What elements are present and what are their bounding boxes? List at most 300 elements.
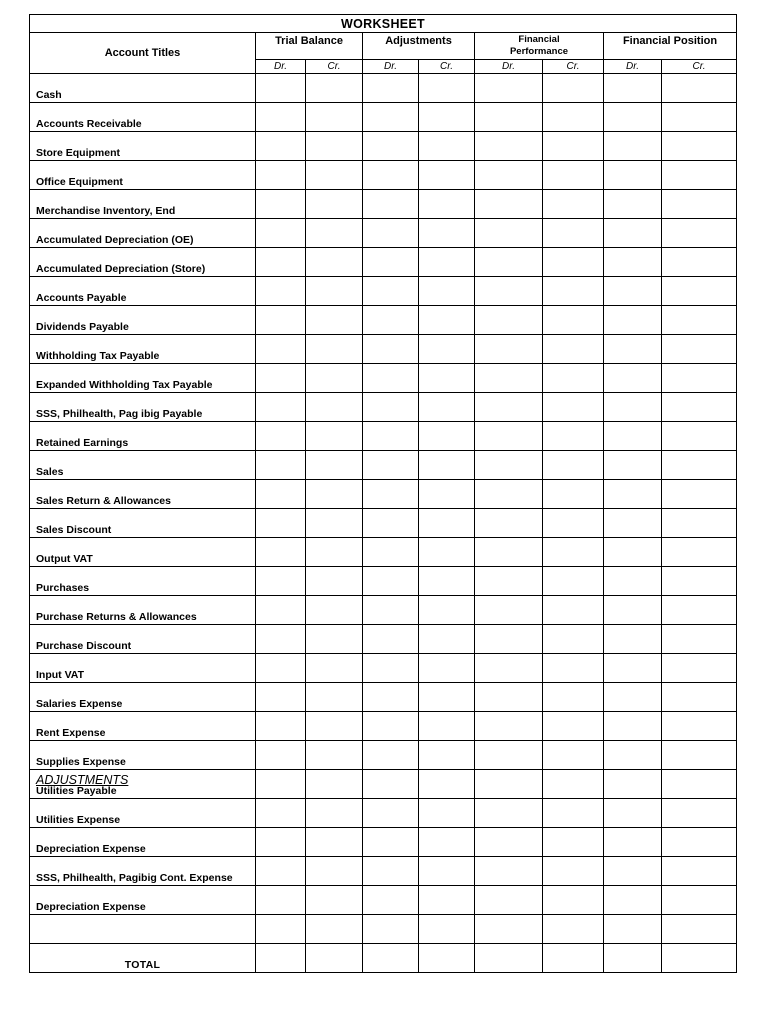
fpos-cr-amount-cell[interactable] [662, 567, 737, 596]
fp-dr-amount-cell[interactable] [475, 509, 543, 538]
fpos-cr-amount-cell[interactable] [662, 828, 737, 857]
tb-cr-amount-cell[interactable] [306, 219, 363, 248]
account-title-cell [30, 451, 256, 480]
table-row [30, 306, 737, 335]
adj-cr-amount-cell[interactable] [419, 219, 475, 248]
fpos-cr-amount-cell[interactable] [662, 480, 737, 509]
tb-cr-amount-cell[interactable] [306, 654, 363, 683]
adj-dr-amount-cell[interactable] [363, 741, 419, 770]
adj-dr-amount-cell[interactable] [363, 654, 419, 683]
fpos-dr-amount-cell[interactable] [604, 335, 662, 364]
adj-dr-amount-cell[interactable] [363, 451, 419, 480]
table-row [30, 509, 737, 538]
tb-cr-amount-cell[interactable] [306, 799, 363, 828]
tb-dr-amount-cell[interactable] [256, 828, 306, 857]
tb-cr-amount-cell[interactable] [306, 103, 363, 132]
tb-cr-amount-cell[interactable] [306, 857, 363, 886]
tb-cr-amount-cell[interactable] [306, 277, 363, 306]
adj-cr-amount-cell[interactable] [419, 828, 475, 857]
account-title: Accounts Receivable [36, 118, 142, 130]
fpos-dr-amount-cell[interactable] [604, 538, 662, 567]
table-row [30, 625, 737, 654]
adj-cr-amount-cell[interactable] [419, 74, 475, 103]
fp-cr-amount-cell[interactable] [543, 161, 604, 190]
tb-cr-amount-cell[interactable] [306, 567, 363, 596]
fpos-dr-amount-cell[interactable] [604, 132, 662, 161]
fp-dr-amount-cell[interactable] [475, 828, 543, 857]
tb-dr-amount-cell[interactable] [256, 683, 306, 712]
account-title-cell [30, 74, 256, 103]
total-label [30, 944, 256, 973]
fp-dr-amount-cell[interactable] [475, 364, 543, 393]
adj-cr-amount-cell[interactable] [419, 393, 475, 422]
table-row [30, 335, 737, 364]
fpos-dr-amount-cell[interactable] [604, 596, 662, 625]
adj-dr-amount-cell[interactable] [363, 422, 419, 451]
fp-dr-amount-cell[interactable] [475, 567, 543, 596]
fpos-dr-amount-cell[interactable] [604, 393, 662, 422]
adj-dr-amount-cell[interactable] [363, 915, 419, 944]
adj-cr-amount-cell[interactable] [419, 335, 475, 364]
tb-dr-amount-cell[interactable] [256, 306, 306, 335]
table-row [30, 451, 737, 480]
adj-dr-amount-cell[interactable] [363, 277, 419, 306]
adj-cr-amount-cell[interactable] [419, 915, 475, 944]
fp-cr-amount-cell[interactable] [543, 219, 604, 248]
fp-dr-amount-cell[interactable] [475, 335, 543, 364]
fp-cr-amount-cell[interactable] [543, 886, 604, 915]
account-title-cell [30, 103, 256, 132]
fpos-cr-amount-cell[interactable] [662, 422, 737, 451]
fp-dr-amount-cell[interactable] [475, 915, 543, 944]
tb-cr-amount-cell[interactable] [306, 886, 363, 915]
tb-dr-amount-cell[interactable] [256, 422, 306, 451]
adj-dr-amount-cell[interactable] [363, 364, 419, 393]
adj-dr-amount-cell[interactable] [363, 393, 419, 422]
fpos-cr-amount-cell[interactable] [662, 190, 737, 219]
fp-dr-amount-cell[interactable] [475, 219, 543, 248]
adj-dr-amount-cell[interactable] [363, 712, 419, 741]
fpos-cr-amount-cell[interactable] [662, 306, 737, 335]
fpos-cr-amount-cell[interactable] [662, 219, 737, 248]
tb-cr-amount-cell[interactable] [306, 132, 363, 161]
adj-cr-amount-cell[interactable] [419, 654, 475, 683]
tb-dr-amount-cell[interactable] [256, 538, 306, 567]
fp-cr-amount-cell[interactable] [543, 625, 604, 654]
adj-cr-amount-cell[interactable] [419, 509, 475, 538]
tb-cr-amount-cell[interactable] [306, 509, 363, 538]
tb-dr-amount-cell[interactable] [256, 625, 306, 654]
fp-cr-amount-cell[interactable] [543, 306, 604, 335]
fpos-dr-amount-cell[interactable] [604, 683, 662, 712]
fpos-cr-amount-cell[interactable] [662, 596, 737, 625]
account-title-cell [30, 857, 256, 886]
fpos-dr-amount-cell[interactable] [604, 74, 662, 103]
fpos-cr-amount-cell[interactable] [662, 944, 737, 973]
fp-dr-amount-cell[interactable] [475, 596, 543, 625]
fp-dr-amount-cell[interactable] [475, 248, 543, 277]
account-title: Supplies Expense [36, 756, 126, 768]
account-title: Withholding Tax Payable [36, 350, 160, 362]
tb-dr-amount-cell[interactable] [256, 770, 306, 799]
account-title: Store Equipment [36, 147, 121, 159]
fp-dr-amount-cell[interactable] [475, 132, 543, 161]
fp-dr-amount-cell[interactable] [475, 886, 543, 915]
fp-dr-amount-cell[interactable] [475, 422, 543, 451]
fp-dr-amount-cell[interactable] [475, 480, 543, 509]
table-row [30, 654, 737, 683]
fpos-dr-amount-cell[interactable] [604, 741, 662, 770]
fp-cr-amount-cell[interactable] [543, 915, 604, 944]
fp-dr-amount-cell[interactable] [475, 393, 543, 422]
tb-cr-amount-cell[interactable] [306, 74, 363, 103]
fp-dr-amount-cell[interactable] [475, 103, 543, 132]
tb-cr-amount-cell[interactable] [306, 828, 363, 857]
tb-cr-amount-cell[interactable] [306, 161, 363, 190]
fpos-cr-amount-cell[interactable] [662, 248, 737, 277]
fp-cr-amount-cell[interactable] [543, 683, 604, 712]
account-title-cell [30, 799, 256, 828]
fpos-dr-amount-cell[interactable] [604, 103, 662, 132]
adj-dr-amount-cell[interactable] [363, 306, 419, 335]
tb-cr-amount-cell[interactable] [306, 596, 363, 625]
tb-cr-amount-cell[interactable] [306, 538, 363, 567]
fp-cr-amount-cell[interactable] [543, 654, 604, 683]
account-title: Utilities Payable [36, 785, 117, 797]
adj-dr-amount-cell[interactable] [363, 190, 419, 219]
tb-dr-label: Dr. [256, 60, 306, 74]
fp-cr-amount-cell[interactable] [543, 335, 604, 364]
account-title-cell [30, 422, 256, 451]
fpos-dr-amount-cell[interactable] [604, 915, 662, 944]
fp-dr-amount-cell[interactable] [475, 277, 543, 306]
fp-cr-amount-cell[interactable] [543, 770, 604, 799]
account-title-cell [30, 654, 256, 683]
tb-dr-amount-cell[interactable] [256, 393, 306, 422]
fp-cr-amount-cell[interactable] [543, 741, 604, 770]
fp-dr-amount-cell[interactable] [475, 683, 543, 712]
worksheet-body [30, 74, 737, 973]
fpos-dr-amount-cell[interactable] [604, 654, 662, 683]
tb-dr-amount-cell[interactable] [256, 567, 306, 596]
tb-dr-amount-cell[interactable] [256, 248, 306, 277]
adj-dr-amount-cell[interactable] [363, 770, 419, 799]
fpos-cr-amount-cell[interactable] [662, 741, 737, 770]
adj-dr-label: Dr. [363, 60, 419, 74]
adj-cr-amount-cell[interactable] [419, 944, 475, 973]
tb-cr-amount-cell[interactable] [306, 770, 363, 799]
adj-cr-amount-cell[interactable] [419, 857, 475, 886]
fpos-cr-amount-cell[interactable] [662, 712, 737, 741]
tb-cr-amount-cell[interactable] [306, 944, 363, 973]
tb-dr-amount-cell[interactable] [256, 219, 306, 248]
tb-dr-amount-cell[interactable] [256, 335, 306, 364]
adj-dr-amount-cell[interactable] [363, 335, 419, 364]
adj-dr-amount-cell[interactable] [363, 944, 419, 973]
adj-dr-amount-cell[interactable] [363, 132, 419, 161]
account-title: Sales Return & Allowances [36, 495, 171, 507]
adj-cr-amount-cell[interactable] [419, 741, 475, 770]
adj-dr-amount-cell[interactable] [363, 567, 419, 596]
table-row [30, 770, 737, 799]
fp-dr-amount-cell[interactable] [475, 190, 543, 219]
adj-dr-amount-cell[interactable] [363, 480, 419, 509]
tb-dr-amount-cell[interactable] [256, 190, 306, 219]
fpos-cr-amount-cell[interactable] [662, 277, 737, 306]
fpos-dr-amount-cell[interactable] [604, 625, 662, 654]
fpos-cr-amount-cell[interactable] [662, 509, 737, 538]
tb-cr-amount-cell[interactable] [306, 625, 363, 654]
adj-cr-amount-cell[interactable] [419, 625, 475, 654]
tb-cr-amount-cell[interactable] [306, 306, 363, 335]
fp-dr-amount-cell[interactable] [475, 306, 543, 335]
adj-cr-amount-cell[interactable] [419, 538, 475, 567]
tb-dr-amount-cell[interactable] [256, 364, 306, 393]
fpos-cr-amount-cell[interactable] [662, 886, 737, 915]
tb-cr-label: Cr. [306, 60, 363, 74]
tb-cr-amount-cell[interactable] [306, 335, 363, 364]
fpos-cr-amount-cell[interactable] [662, 857, 737, 886]
account-title-cell [30, 886, 256, 915]
fp-cr-amount-cell[interactable] [543, 857, 604, 886]
tb-dr-amount-cell[interactable] [256, 857, 306, 886]
total-row [30, 944, 737, 973]
tb-cr-amount-cell[interactable] [306, 451, 363, 480]
tb-dr-amount-cell[interactable] [256, 132, 306, 161]
tb-cr-amount-cell[interactable] [306, 248, 363, 277]
tb-dr-amount-cell[interactable] [256, 509, 306, 538]
fpos-dr-amount-cell[interactable] [604, 770, 662, 799]
worksheet-table [29, 14, 737, 973]
adj-cr-amount-cell[interactable] [419, 567, 475, 596]
adj-cr-amount-cell[interactable] [419, 886, 475, 915]
fpos-cr-amount-cell[interactable] [662, 915, 737, 944]
account-title-cell [30, 277, 256, 306]
tb-dr-amount-cell[interactable] [256, 74, 306, 103]
fp-cr-amount-cell[interactable] [543, 828, 604, 857]
fpos-cr-amount-cell[interactable] [662, 799, 737, 828]
adj-cr-amount-cell[interactable] [419, 480, 475, 509]
fp-cr-amount-cell[interactable] [543, 277, 604, 306]
tb-dr-amount-cell[interactable] [256, 741, 306, 770]
tb-cr-amount-cell[interactable] [306, 915, 363, 944]
fpos-cr-amount-cell[interactable] [662, 538, 737, 567]
fpos-dr-amount-cell[interactable] [604, 190, 662, 219]
adj-cr-amount-cell[interactable] [419, 451, 475, 480]
adj-dr-amount-cell[interactable] [363, 886, 419, 915]
account-title-cell [30, 306, 256, 335]
fpos-dr-amount-cell[interactable] [604, 509, 662, 538]
adj-dr-amount-cell[interactable] [363, 161, 419, 190]
fp-cr-amount-cell[interactable] [543, 103, 604, 132]
fp-dr-amount-cell[interactable] [475, 451, 543, 480]
fp-cr-amount-cell[interactable] [543, 538, 604, 567]
fpos-dr-amount-cell[interactable] [604, 828, 662, 857]
fpos-cr-amount-cell[interactable] [662, 770, 737, 799]
fpos-cr-amount-cell[interactable] [662, 74, 737, 103]
account-titles-header: Account Titles [30, 33, 256, 74]
fpos-cr-amount-cell[interactable] [662, 103, 737, 132]
adj-cr-amount-cell[interactable] [419, 596, 475, 625]
tb-dr-amount-cell[interactable] [256, 277, 306, 306]
fpos-dr-amount-cell[interactable] [604, 219, 662, 248]
fpos-dr-amount-cell[interactable] [604, 886, 662, 915]
fp-dr-amount-cell[interactable] [475, 799, 543, 828]
tb-dr-amount-cell[interactable] [256, 451, 306, 480]
adj-cr-amount-cell[interactable] [419, 132, 475, 161]
adj-cr-amount-cell[interactable] [419, 161, 475, 190]
fpos-dr-amount-cell[interactable] [604, 451, 662, 480]
fp-cr-amount-cell[interactable] [543, 944, 604, 973]
adj-cr-amount-cell[interactable] [419, 277, 475, 306]
fp-dr-amount-cell[interactable] [475, 161, 543, 190]
tb-dr-amount-cell[interactable] [256, 480, 306, 509]
fp-cr-amount-cell[interactable] [543, 74, 604, 103]
trial-balance-header: Trial Balance [256, 33, 363, 60]
fp-cr-amount-cell[interactable] [543, 451, 604, 480]
tb-cr-amount-cell[interactable] [306, 393, 363, 422]
fpos-cr-amount-cell[interactable] [662, 683, 737, 712]
adj-cr-amount-cell[interactable] [419, 799, 475, 828]
fpos-cr-amount-cell[interactable] [662, 161, 737, 190]
fpos-dr-amount-cell[interactable] [604, 480, 662, 509]
fpos-dr-amount-cell[interactable] [604, 422, 662, 451]
table-row [30, 538, 737, 567]
fpos-cr-amount-cell[interactable] [662, 654, 737, 683]
account-title: Depreciation Expense [36, 843, 146, 855]
tb-dr-amount-cell[interactable] [256, 944, 306, 973]
fp-cr-amount-cell[interactable] [543, 190, 604, 219]
tb-cr-amount-cell[interactable] [306, 683, 363, 712]
fpos-dr-amount-cell[interactable] [604, 248, 662, 277]
adj-cr-amount-cell[interactable] [419, 306, 475, 335]
adj-dr-amount-cell[interactable] [363, 596, 419, 625]
fpos-dr-amount-cell[interactable] [604, 364, 662, 393]
fpos-dr-amount-cell[interactable] [604, 161, 662, 190]
fp-cr-amount-cell[interactable] [543, 596, 604, 625]
tb-dr-amount-cell[interactable] [256, 799, 306, 828]
account-title: Depreciation Expense [36, 901, 146, 913]
fp-dr-amount-cell[interactable] [475, 712, 543, 741]
fp-dr-amount-cell[interactable] [475, 857, 543, 886]
tb-cr-amount-cell[interactable] [306, 190, 363, 219]
fp-dr-amount-cell[interactable] [475, 74, 543, 103]
total-text: TOTAL [124, 959, 161, 971]
tb-cr-amount-cell[interactable] [306, 422, 363, 451]
table-row [30, 190, 737, 219]
adj-cr-amount-cell[interactable] [419, 248, 475, 277]
adj-cr-amount-cell[interactable] [419, 712, 475, 741]
table-row [30, 596, 737, 625]
adj-cr-amount-cell[interactable] [419, 190, 475, 219]
adj-dr-amount-cell[interactable] [363, 799, 419, 828]
adj-dr-amount-cell[interactable] [363, 857, 419, 886]
fp-dr-amount-cell[interactable] [475, 654, 543, 683]
fp-cr-amount-cell[interactable] [543, 799, 604, 828]
adj-cr-amount-cell[interactable] [419, 770, 475, 799]
table-row [30, 886, 737, 915]
tb-dr-amount-cell[interactable] [256, 886, 306, 915]
adj-dr-amount-cell[interactable] [363, 538, 419, 567]
account-title-cell [30, 190, 256, 219]
fp-dr-amount-cell[interactable] [475, 770, 543, 799]
adj-cr-amount-cell[interactable] [419, 683, 475, 712]
adj-cr-amount-cell[interactable] [419, 422, 475, 451]
adj-dr-amount-cell[interactable] [363, 683, 419, 712]
fpos-dr-amount-cell[interactable] [604, 799, 662, 828]
account-title: Accumulated Depreciation (Store) [36, 263, 206, 275]
table-row [30, 712, 737, 741]
fp-dr-amount-cell[interactable] [475, 625, 543, 654]
worksheet-title: WORKSHEET [30, 15, 737, 33]
tb-dr-amount-cell[interactable] [256, 654, 306, 683]
fpos-dr-amount-cell[interactable] [604, 944, 662, 973]
adj-cr-amount-cell[interactable] [419, 364, 475, 393]
adj-dr-amount-cell[interactable] [363, 248, 419, 277]
fpos-cr-amount-cell[interactable] [662, 335, 737, 364]
tb-dr-amount-cell[interactable] [256, 161, 306, 190]
fpos-dr-amount-cell[interactable] [604, 567, 662, 596]
fp-cr-amount-cell[interactable] [543, 712, 604, 741]
tb-cr-amount-cell[interactable] [306, 480, 363, 509]
table-row [30, 161, 737, 190]
account-title-cell [30, 915, 256, 944]
tb-dr-amount-cell[interactable] [256, 915, 306, 944]
fpos-dr-amount-cell[interactable] [604, 306, 662, 335]
financial-position-header: Financial Position [604, 33, 737, 60]
fp-cr-amount-cell[interactable] [543, 509, 604, 538]
fpos-cr-amount-cell[interactable] [662, 132, 737, 161]
fp-cr-amount-cell[interactable] [543, 248, 604, 277]
tb-cr-amount-cell[interactable] [306, 364, 363, 393]
fp-cr-amount-cell[interactable] [543, 393, 604, 422]
fp-dr-amount-cell[interactable] [475, 741, 543, 770]
account-title-cell [30, 509, 256, 538]
fp-dr-amount-cell[interactable] [475, 944, 543, 973]
fpos-cr-amount-cell[interactable] [662, 393, 737, 422]
account-title: Input VAT [36, 669, 85, 681]
fp-cr-amount-cell[interactable] [543, 132, 604, 161]
account-title-cell [30, 335, 256, 364]
fp-cr-amount-cell[interactable] [543, 480, 604, 509]
fpos-cr-amount-cell[interactable] [662, 451, 737, 480]
adj-dr-amount-cell[interactable] [363, 828, 419, 857]
table-row [30, 364, 737, 393]
adj-dr-amount-cell[interactable] [363, 219, 419, 248]
account-title-cell [30, 741, 256, 770]
tb-dr-amount-cell[interactable] [256, 596, 306, 625]
adj-dr-amount-cell[interactable] [363, 509, 419, 538]
fpos-cr-amount-cell[interactable] [662, 364, 737, 393]
adj-dr-amount-cell[interactable] [363, 74, 419, 103]
tb-cr-amount-cell[interactable] [306, 712, 363, 741]
tb-cr-amount-cell[interactable] [306, 741, 363, 770]
fp-cr-amount-cell[interactable] [543, 364, 604, 393]
tb-dr-amount-cell[interactable] [256, 712, 306, 741]
adj-dr-amount-cell[interactable] [363, 625, 419, 654]
account-title: Accounts Payable [36, 292, 127, 304]
adj-cr-amount-cell[interactable] [419, 103, 475, 132]
fp-cr-amount-cell[interactable] [543, 567, 604, 596]
fpos-dr-amount-cell[interactable] [604, 857, 662, 886]
fpos-dr-amount-cell[interactable] [604, 277, 662, 306]
fpos-cr-amount-cell[interactable] [662, 625, 737, 654]
fpos-dr-amount-cell[interactable] [604, 712, 662, 741]
fp-dr-amount-cell[interactable] [475, 538, 543, 567]
fp-cr-amount-cell[interactable] [543, 422, 604, 451]
tb-dr-amount-cell[interactable] [256, 103, 306, 132]
adj-dr-amount-cell[interactable] [363, 103, 419, 132]
